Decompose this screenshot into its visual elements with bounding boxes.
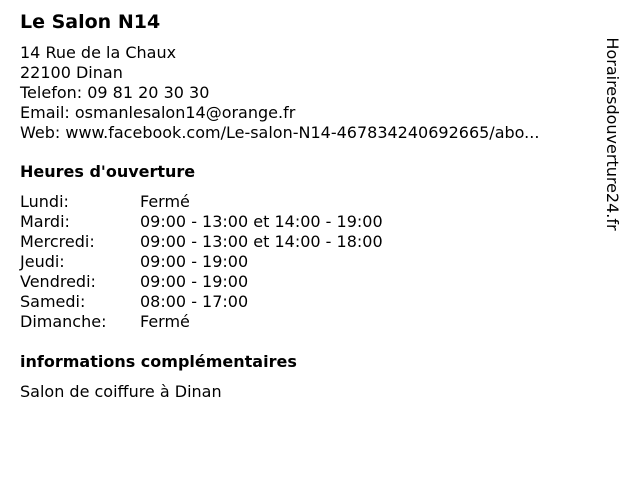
hours-time: Fermé [140,192,190,211]
hours-time: 08:00 - 17:00 [140,292,249,311]
website-link[interactable]: Web: www.facebook.com/Le-salon-N14-467834240692665/abo... [20,123,540,142]
hours-day: Mardi: [20,212,70,231]
hours-time: 09:00 - 13:00 et 14:00 - 19:00 [140,212,383,231]
hours-day: Samedi: [20,292,86,311]
email-address[interactable]: Email: osmanlesalon14@orange.fr [20,103,296,122]
hours-time: Fermé [140,312,190,331]
hours-day: Vendredi: [20,272,96,291]
business-name: Le Salon N14 [20,11,161,33]
hours-row-friday [20,272,600,292]
hours-day: Jeudi: [20,252,65,271]
business-card [20,10,600,402]
hours-row-tuesday [20,212,600,232]
site-watermark: Horairesdouverture24.fr [603,37,622,231]
hours-day: Lundi: [20,192,69,211]
address-street: 14 Rue de la Chaux [20,43,177,62]
opening-hours-heading: Heures d'ouverture [20,162,196,181]
hours-day: Mercredi: [20,232,95,251]
hours-row-thursday [20,252,600,272]
hours-time: 09:00 - 19:00 [140,272,249,291]
hours-row-monday [20,192,600,212]
opening-hours-table [20,192,600,332]
hours-time: 09:00 - 19:00 [140,252,249,271]
hours-row-sunday [20,312,600,332]
address-city: 22100 Dinan [20,63,123,82]
hours-day: Dimanche: [20,312,107,331]
phone-number[interactable]: Telefon: 09 81 20 30 30 [20,83,210,102]
hours-time: 09:00 - 13:00 et 14:00 - 18:00 [140,232,383,251]
hours-row-saturday [20,292,600,312]
hours-row-wednesday [20,232,600,252]
additional-info-heading: informations complémentaires [20,352,297,371]
additional-info-text: Salon de coiffure à Dinan [20,382,222,401]
